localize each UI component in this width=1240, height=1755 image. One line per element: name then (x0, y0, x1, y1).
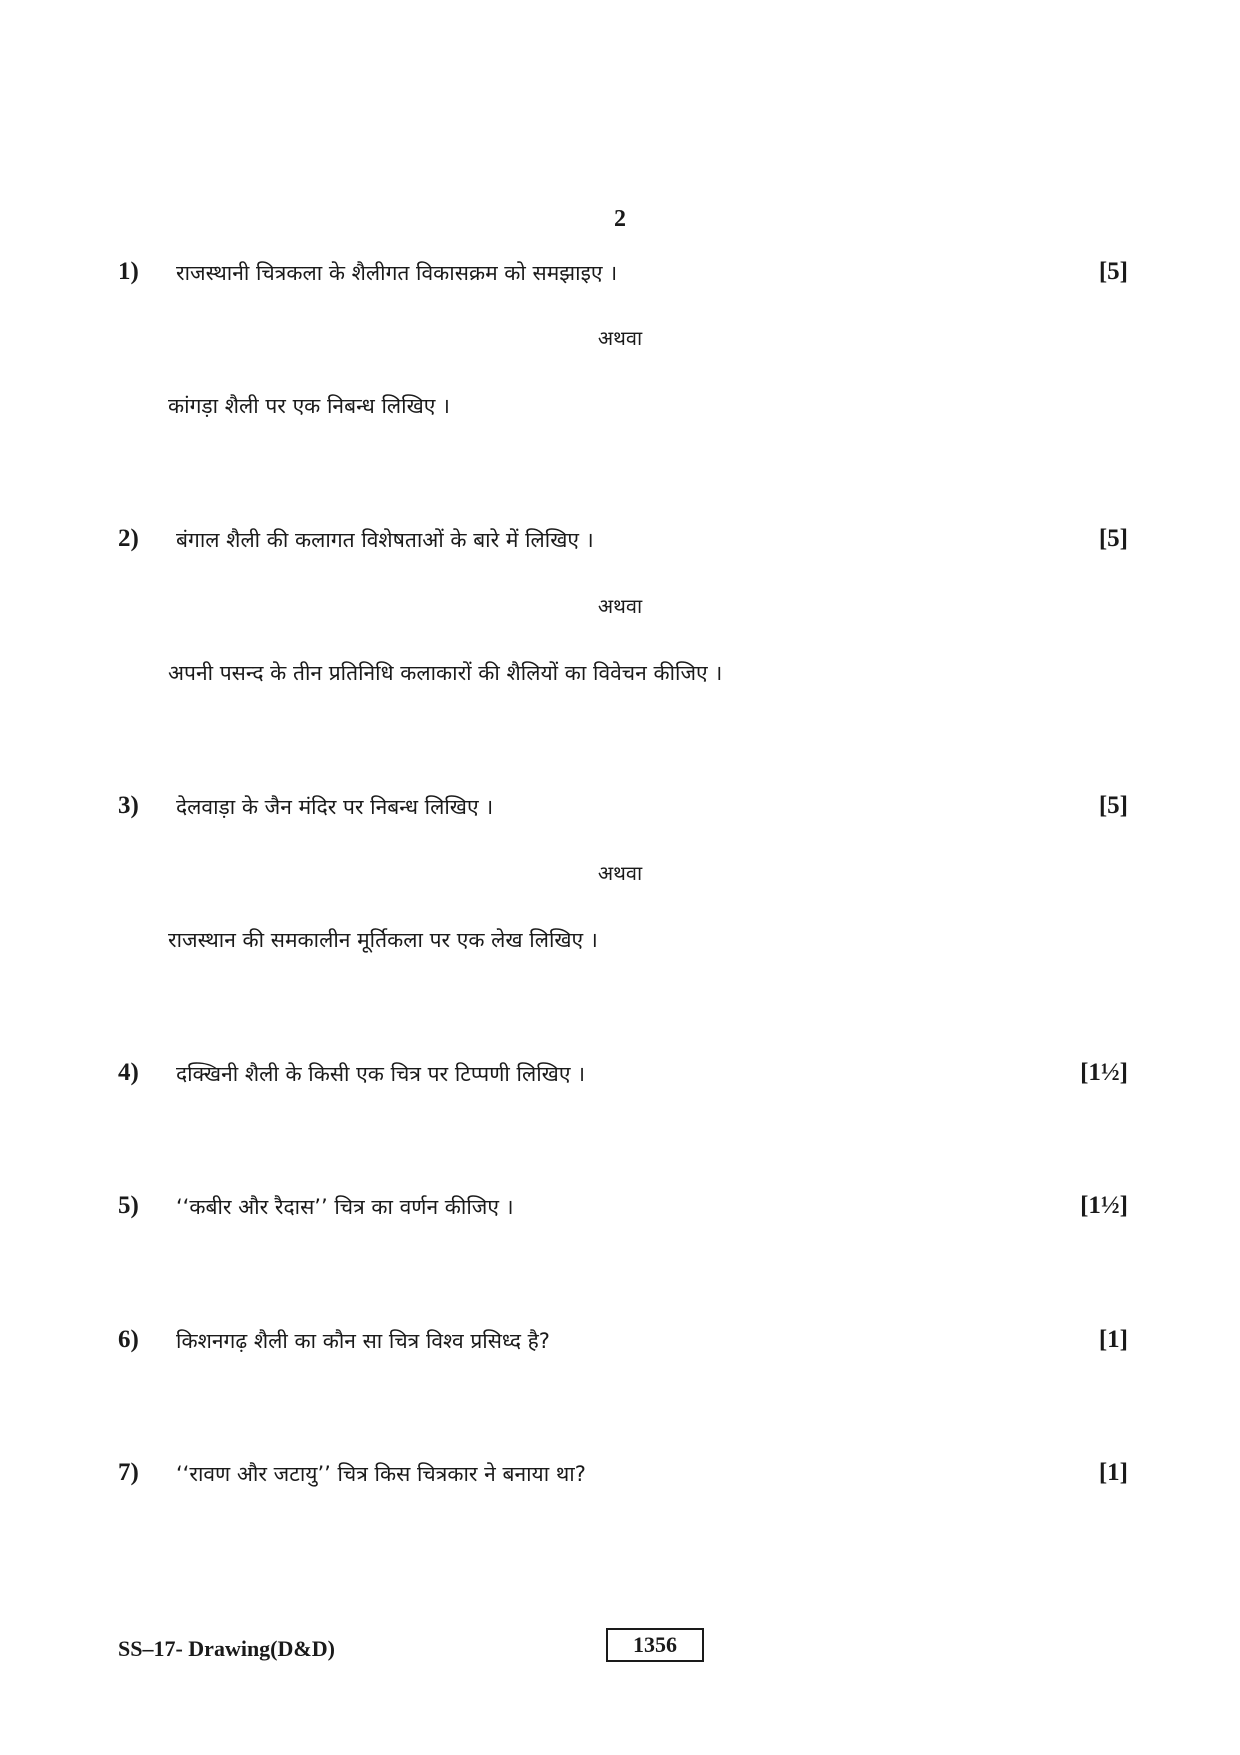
question-4-marks: [1½] (1080, 1059, 1128, 1086)
question-1-marks: [5] (1098, 258, 1128, 285)
paper-code: SS–17- Drawing(D&D) (118, 1636, 335, 1661)
question-3-marks: [5] (1098, 792, 1128, 819)
question-7-text: ‘‘रावण और जटायु’’ चित्र किस चित्रकार ने बनाया था? (176, 1462, 586, 1486)
question-3-or-label: अथवा (597, 861, 643, 885)
question-1-number: 1) (118, 258, 139, 285)
question-5-number: 5) (118, 1192, 139, 1219)
question-1-or-label: अथवा (597, 326, 643, 350)
question-2-marks: [5] (1098, 525, 1128, 552)
question-6-number: 6) (118, 1326, 139, 1353)
question-2-text: बंगाल शैली की कलागत विशेषताओं के बारे में लिखिए । (176, 528, 594, 552)
question-3-number: 3) (118, 792, 139, 819)
question-5-text: ‘‘कबीर और रैदास’’ चित्र का वर्णन कीजिए । (176, 1195, 514, 1219)
question-3-text: देलवाड़ा के जैन मंदिर पर निबन्ध लिखिए । (176, 795, 494, 819)
question-6-marks: [1] (1098, 1326, 1128, 1353)
question-2-alternative: अपनी पसन्द के तीन प्रतिनिधि कलाकारों की शैलियों का विवेचन कीजिए । (168, 661, 723, 685)
question-4-number: 4) (118, 1059, 139, 1086)
paper-number-box: 1356 (606, 1628, 704, 1662)
question-2-or-label: अथवा (597, 594, 643, 618)
question-1-alternative: कांगड़ा शैली पर एक निबन्ध लिखिए । (168, 394, 451, 418)
question-4-text: दक्खिनी शैली के किसी एक चित्र पर टिप्पणी लिखिए । (176, 1062, 586, 1086)
page-number: 2 (614, 206, 626, 232)
question-5-marks: [1½] (1080, 1192, 1128, 1219)
question-7-number: 7) (118, 1459, 139, 1486)
question-6-text: किशनगढ़ शैली का कौन सा चित्र विश्व प्रसिध्द है? (176, 1329, 550, 1353)
question-2-number: 2) (118, 525, 139, 552)
question-1-text: राजस्थानी चित्रकला के शैलीगत विकासक्रम को समझाइए । (176, 261, 618, 285)
question-7-marks: [1] (1098, 1459, 1128, 1486)
question-3-alternative: राजस्थान की समकालीन मूर्तिकला पर एक लेख लिखिए । (168, 928, 598, 952)
